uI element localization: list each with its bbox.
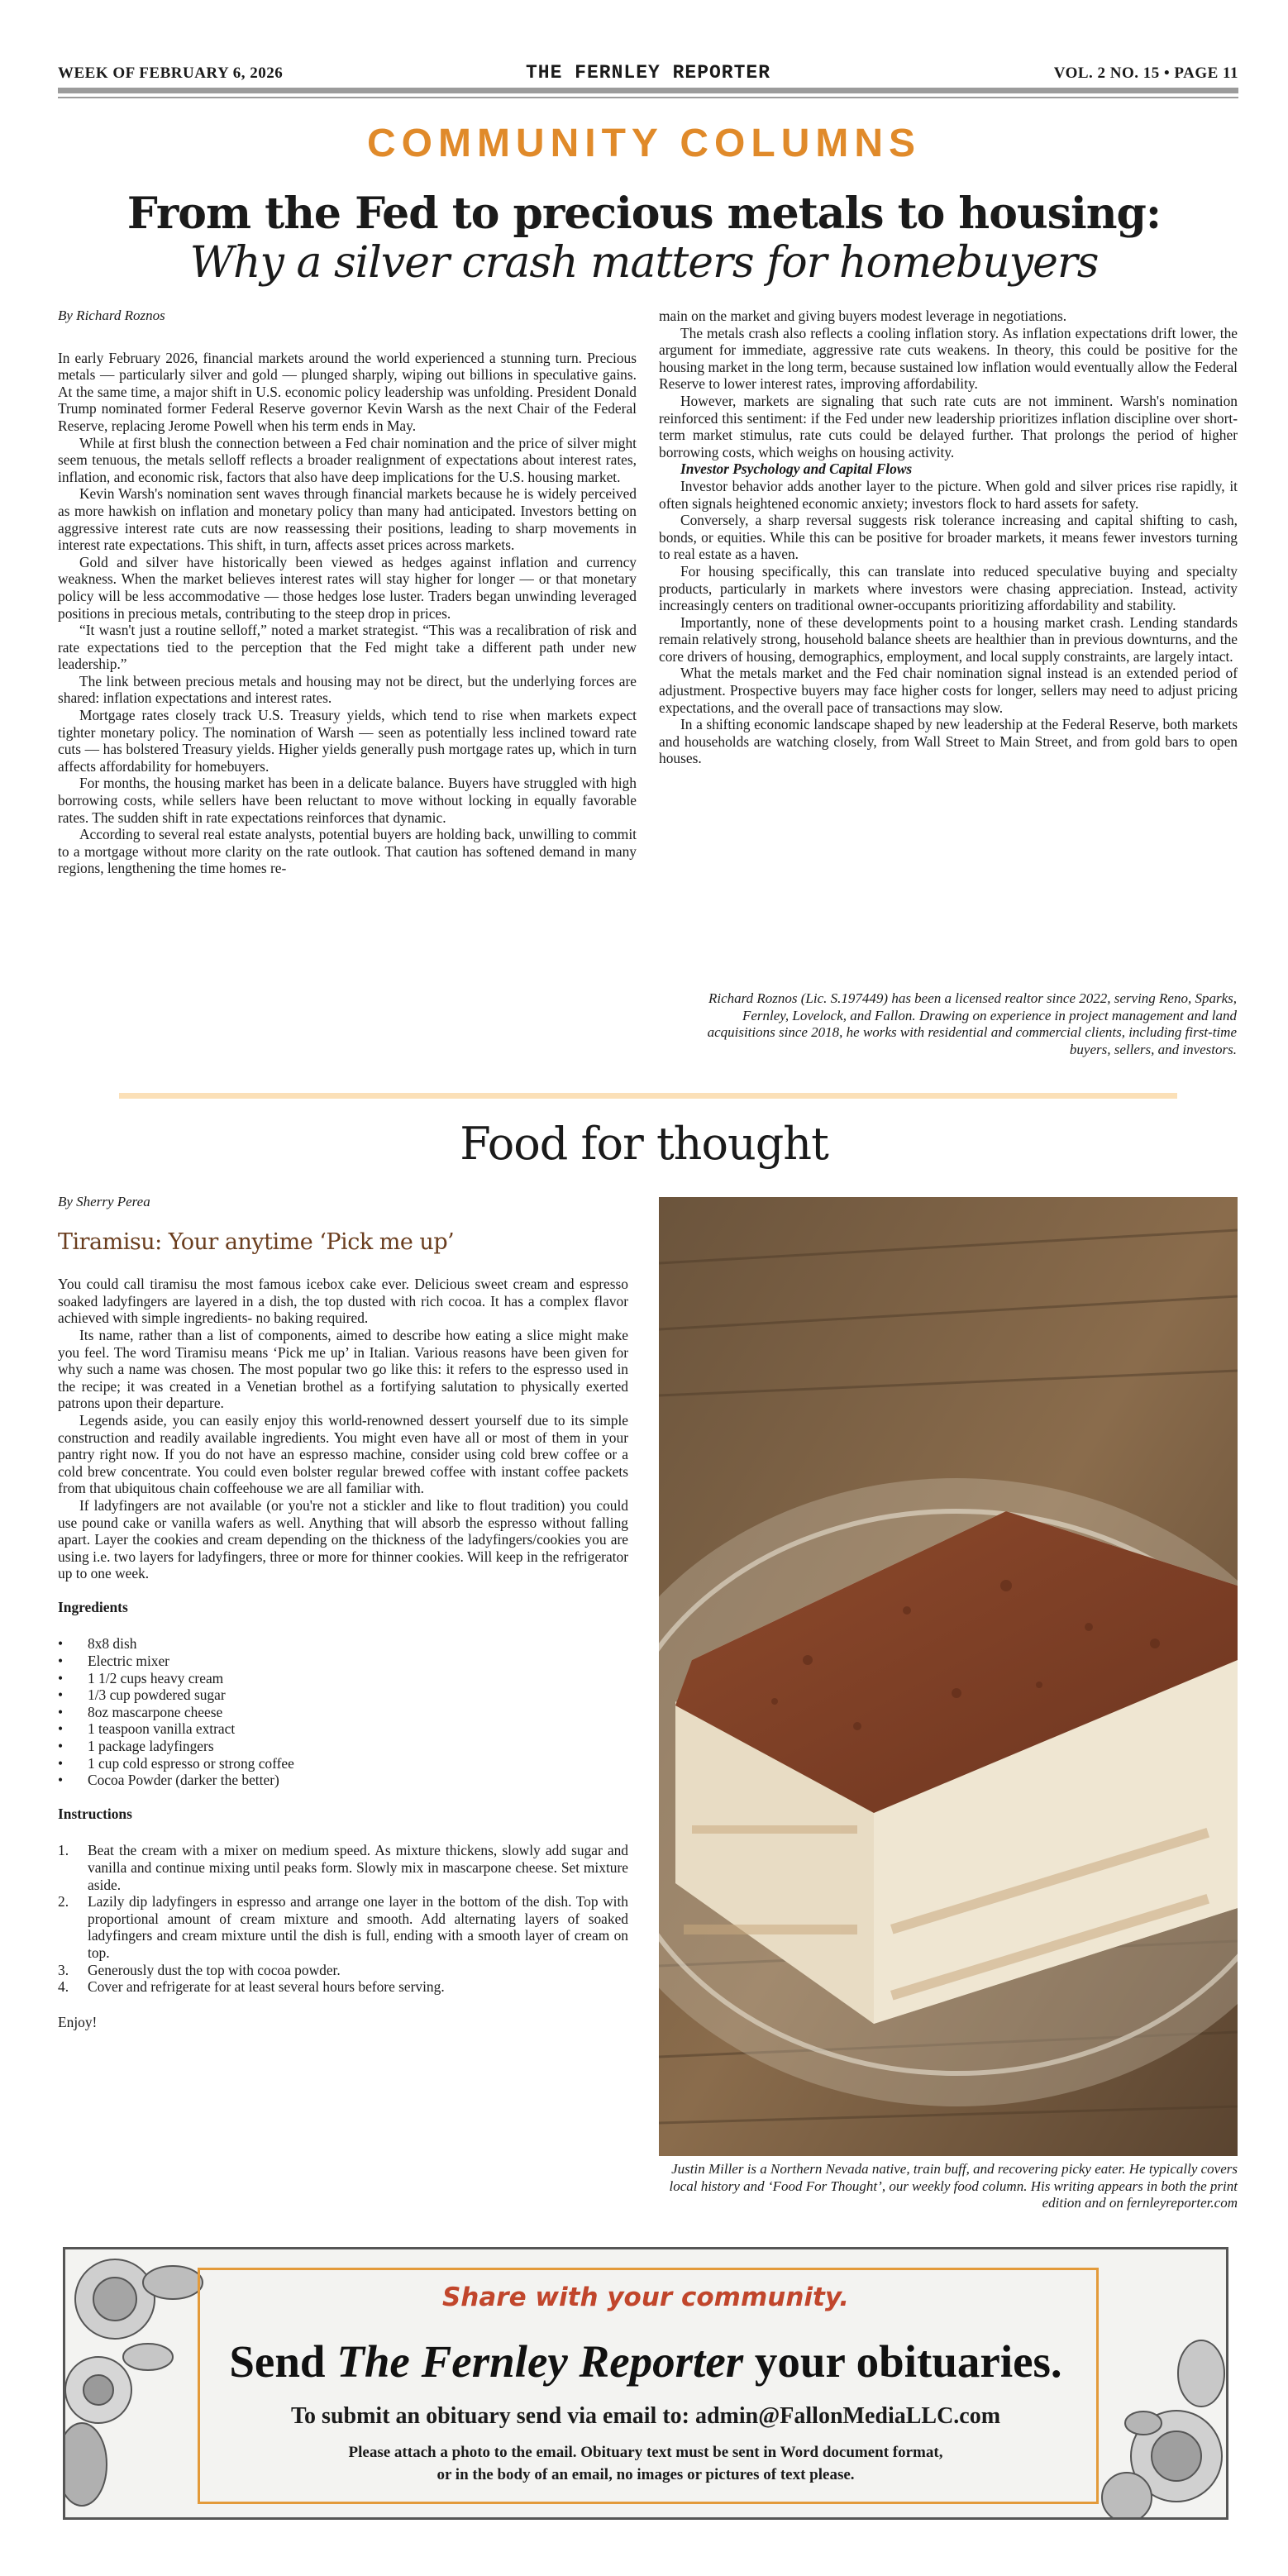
ad-note	[65, 2441, 1226, 2486]
paragraph: Gold and silver have historically been viewed as hedges against inflation and currency weakness. When the market believes interest rates will stay higher for longer — or that monetary policy will be less accommodative — those hedges lose luster. Traders began unwinding leveraged positions in precious metals, contributing to the steep drop in prices.	[58, 553, 637, 622]
paragraph: According to several real estate analysts, potential buyers are holding back, unwilling to commit to a mortgage without more clarity on the rate outlook. That caution has softened demand in many regions, lengthening the time homes re-	[58, 826, 637, 877]
step-number: 2.	[58, 1893, 69, 1911]
instructions-list	[58, 1842, 628, 1995]
author-bio: Richard Roznos (Lic. S.197449) has been a licensed realtor since 2022, serving Reno, Sparks, Fernley, Lovelock, and Fallon. Drawing on experience in project management and land acquisitions since 2018, he works with residential and commercial clients, including first-time buyers, sellers, and investors.	[707, 990, 1237, 1057]
tiramisu-photo	[659, 1197, 1238, 2156]
step-text: Beat the cream with a mixer on medium speed. As mixture thickens, slowly add sugar and vanilla and continue mixing until peaks form. Slowly mix in mascarpone cheese. Set mixture aside.	[88, 1842, 628, 1893]
header-rule-thick	[58, 88, 1238, 93]
issue-date: WEEK OF FEBRUARY 6, 2026	[58, 64, 284, 82]
ad-email-line: To submit an obituary send via email to: admin@FallonMediaLLC.com	[290, 2403, 1001, 2429]
article-headline: From the Fed to precious metals to housing:	[126, 188, 1162, 239]
paragraph: If ladyfingers are not available (or you're not a stickler and like to flout tradition) you could use pound cake or vanilla wafers as well. Anything that will absorb the espresso without falling apart. Layer the cookies and cream depending on the thickness of the ladyfingers/cookies you are using i.e. two layers for ladyfingers, three or more for thinner cookies. Will keep in the refrigerator up to one week.	[58, 1496, 628, 1582]
ad-tagline: Share with your community.	[441, 2283, 850, 2312]
article-continuation: main on the market and giving buyers modest leverage in negotiations.	[659, 308, 1067, 324]
ingredients-list	[58, 1635, 628, 1788]
recipe-closing: Enjoy!	[58, 2013, 98, 2030]
paragraph: In a shifting economic landscape shaped by new leadership at the Federal Reserve, both markets and households are watching closely, from Wall Street to Main Street, and from gold bars to open houses.	[659, 716, 1238, 767]
step-text: Generously dust the top with cocoa powder.	[88, 1961, 341, 1978]
ingredient-item: • 1/3 cup powdered sugar	[58, 1686, 628, 1704]
instruction-step	[58, 1962, 628, 1979]
ingredient-item: • 1 teaspoon vanilla extract	[58, 1720, 628, 1738]
step-number: 3.	[58, 1961, 69, 1978]
ingredient-item: • 1 1/2 cups heavy cream	[58, 1670, 628, 1687]
ingredient-item: • 8x8 dish	[58, 1635, 628, 1653]
ingredient-item: • Electric mixer	[58, 1653, 628, 1670]
paragraph: While at first blush the connection between a Fed chair nomination and the price of silver might seem tenuous, the metals selloff reflects a broader realignment of expectations about interest rates, inflation, and economic risk, factors that also have deep implications for the U.S. housing market.	[58, 434, 637, 485]
ad-headline-paper: The Fernley Reporter	[336, 2336, 744, 2387]
step-text: Lazily dip ladyfingers in espresso and arrange one layer in the bottom of the dish. Top with proportional amount of cream mixture and smooth. Add alternating layers of soaked ladyfingers and cream mixture until the dish is full, ending with a smooth layer of cream on top.	[88, 1893, 628, 1961]
header-rule-thin	[58, 97, 1238, 98]
recipe-title: Tiramisu: Your anytime ‘Pick me up’	[58, 1228, 455, 1255]
photo-caption: Justin Miller is a Northern Nevada native, train buff, and recovering picky eater. He typically covers local history and ‘Food For Thought’, our weekly food column. His writing appears in both the print edition and on fernleyreporter.com	[669, 2161, 1238, 2211]
issue-page: VOL. 2 NO. 15 • PAGE 11	[1053, 64, 1238, 82]
article-subhead: Why a silver crash matters for homebuyers	[189, 238, 1099, 288]
recipe-intro	[58, 1276, 628, 1582]
ad-headline-pre: Send	[229, 2336, 337, 2387]
section-divider	[119, 1093, 1177, 1099]
section-title: COMMUNITY COLUMNS	[366, 122, 922, 165]
ad-note-line1: Please attach a photo to the email. Obituary text must be sent in Word document format,	[348, 2444, 943, 2461]
article-byline: By Richard Roznos	[58, 308, 165, 323]
ingredient-item: • 1 package ladyfingers	[58, 1738, 628, 1755]
paragraph: Kevin Warsh's nomination sent waves through financial markets because he is widely perceived as more hawkish on inflation and monetary policy than many had anticipated. Investors betting on aggressive interest rate cuts are now reassessing their positions, leading to sharp movements in interest rate expectations. This shift, in turn, affects asset prices across markets.	[58, 485, 637, 554]
step-number: 1.	[58, 1842, 69, 1859]
paragraph: You could call tiramisu the most famous icebox cake ever. Delicious sweet cream and espresso soaked ladyfingers are layered in a dish, the top dusted with rich cocoa. It has a complex flavor achieved with simple ingredients- no baking required.	[58, 1276, 628, 1327]
ingredients-heading: Ingredients	[58, 1598, 128, 1615]
instructions-heading: Instructions	[58, 1805, 132, 1822]
food-byline: By Sherry Perea	[58, 1194, 150, 1209]
step-text: Cover and refrigerate for at least several hours before serving.	[88, 1978, 445, 1996]
paragraph: In early February 2026, financial markets around the world experienced a stunning turn. Precious metals — particularly silver and gold — plunged sharply, wiping out billions in speculative gains. At the same time, a major shift in U.S. economic policy leadership was unfolding. President Donald Trump nominated former Federal Reserve governor Kevin Warsh as the next Chair of the Federal Reserve, replacing Jerome Powell when his term ends in May.	[58, 349, 637, 434]
instruction-step	[58, 1842, 628, 1893]
ingredient-item: • 1 cup cold espresso or strong coffee	[58, 1755, 628, 1772]
column-title: Food for thought	[460, 1118, 828, 1170]
ingredient-item: • 8oz mascarpone cheese	[58, 1704, 628, 1721]
paragraph: Its name, rather than a list of components, aimed to describe how eating a slice might make you feel. The word Tiramisu means ‘Pick me up’ in Italian. Various reasons have been given for why such a name was chosen. The most popular two go like this: it refers to the espresso used in the recipe; it was created in a Venetian brothel as a fortifying salutation to physically exerted patrons upon their departure.	[58, 1326, 628, 1412]
paragraph: However, markets are signaling that such rate cuts are not imminent. Warsh's nomination reinforced this sentiment: if the Fed under new leadership prioritizes inflation discipline over short-term market stimulus, rate cuts could be delayed further. That prolongs the period of higher borrowing costs, which weighs on housing activity.	[659, 392, 1238, 460]
food-column	[58, 1194, 628, 2030]
ad-headline-post: your obituaries.	[743, 2336, 1062, 2387]
instruction-step	[58, 1978, 628, 1996]
obituary-ad	[63, 2247, 1228, 2520]
paragraph: The metals crash also reflects a cooling inflation story. As inflation expectations drift lower, the argument for immediate, aggressive rate cuts weakens. In theory, this could be positive for the housing market in the long term, because sustained low inflation would eventually allow the Federal Reserve to lower interest rates, improving affordability.	[659, 324, 1238, 393]
subsection-heading: Investor Psychology and Capital Flows	[680, 460, 913, 478]
ad-headline	[65, 2335, 1226, 2388]
paper-name: THE FERNLEY REPORTER	[525, 62, 771, 83]
paragraph: The link between precious metals and housing may not be direct, but the underlying forces are shared: inflation expectations and interest rates.	[58, 672, 637, 707]
paragraph: Importantly, none of these developments point to a housing market crash. Lending standards remain relatively strong, household balance sheets are healthier than in previous downturns, and the core drivers of housing, demographics, employment, and local supply constraints, are largely intact.	[659, 613, 1238, 665]
paragraph: For months, the housing market has been in a delicate balance. Buyers have struggled with high borrowing costs, while sellers have been reluctant to move without locking in equally favorable rates. The sudden shift in rate expectations reinforces that dynamic.	[58, 775, 637, 826]
ad-note-line2: or in the body of an email, no images or pictures of text please.	[436, 2466, 855, 2483]
paragraph: Mortgage rates closely track U.S. Treasury yields, which tend to rise when markets expect tighter monetary policy. The nomination of Warsh — seen as potentially less inclined toward rate cuts — has bolstered Treasury yields. Higher yields generally push mortgage rates up, which in turn affects affordability for homebuyers.	[58, 707, 637, 775]
paragraph: “It wasn't just a routine selloff,” noted a market strategist. “This was a recalibration of risk and rate expectations tied to the perception that the Fed might take a different path under new leadership.”	[58, 622, 637, 673]
article-right-column	[659, 308, 1238, 767]
article-left-column	[58, 308, 637, 877]
ingredient-item: • Cocoa Powder (darker the better)	[58, 1772, 628, 1789]
paragraph: For housing specifically, this can translate into reduced speculative buying and specialty products, particularly in markets where investors were chasing appreciation. Instead, activity increasingly centers on traditional owner-occupants prioritizing affordability and stability.	[659, 562, 1238, 614]
paragraph: What the metals market and the Fed chair nomination signal instead is an extended period of adjustment. Prospective buyers may face higher costs for longer, sellers may need to adjust pricing expectations, and the overall pace of transactions may slow.	[659, 665, 1238, 716]
paragraph: Conversely, a sharp reversal suggests risk tolerance increasing and capital shifting to cash, bonds, or equities. While this can be positive for broader markets, it means fewer investors turning to real estate as a haven.	[659, 512, 1238, 563]
paragraph: Investor behavior adds another layer to the picture. When gold and silver prices rise rapidly, it often signals heightened economic anxiety; investors flock to hard assets for safety.	[659, 477, 1238, 512]
masthead	[58, 61, 1238, 84]
paragraph: Legends aside, you can easily enjoy this world-renowned dessert yourself due to its simple construction and readily available ingredients. You might even have all or most of them in your pantry right now. If you do not have an espresso machine, consider using cold brew coffee or a cold brew concentrate. You could even bolster regular brewed coffee with instant coffee packets from that ubiquitous chain coffeehouse we are all familiar with.	[58, 1411, 628, 1497]
instruction-step	[58, 1893, 628, 1961]
step-number: 4.	[58, 1978, 69, 1996]
